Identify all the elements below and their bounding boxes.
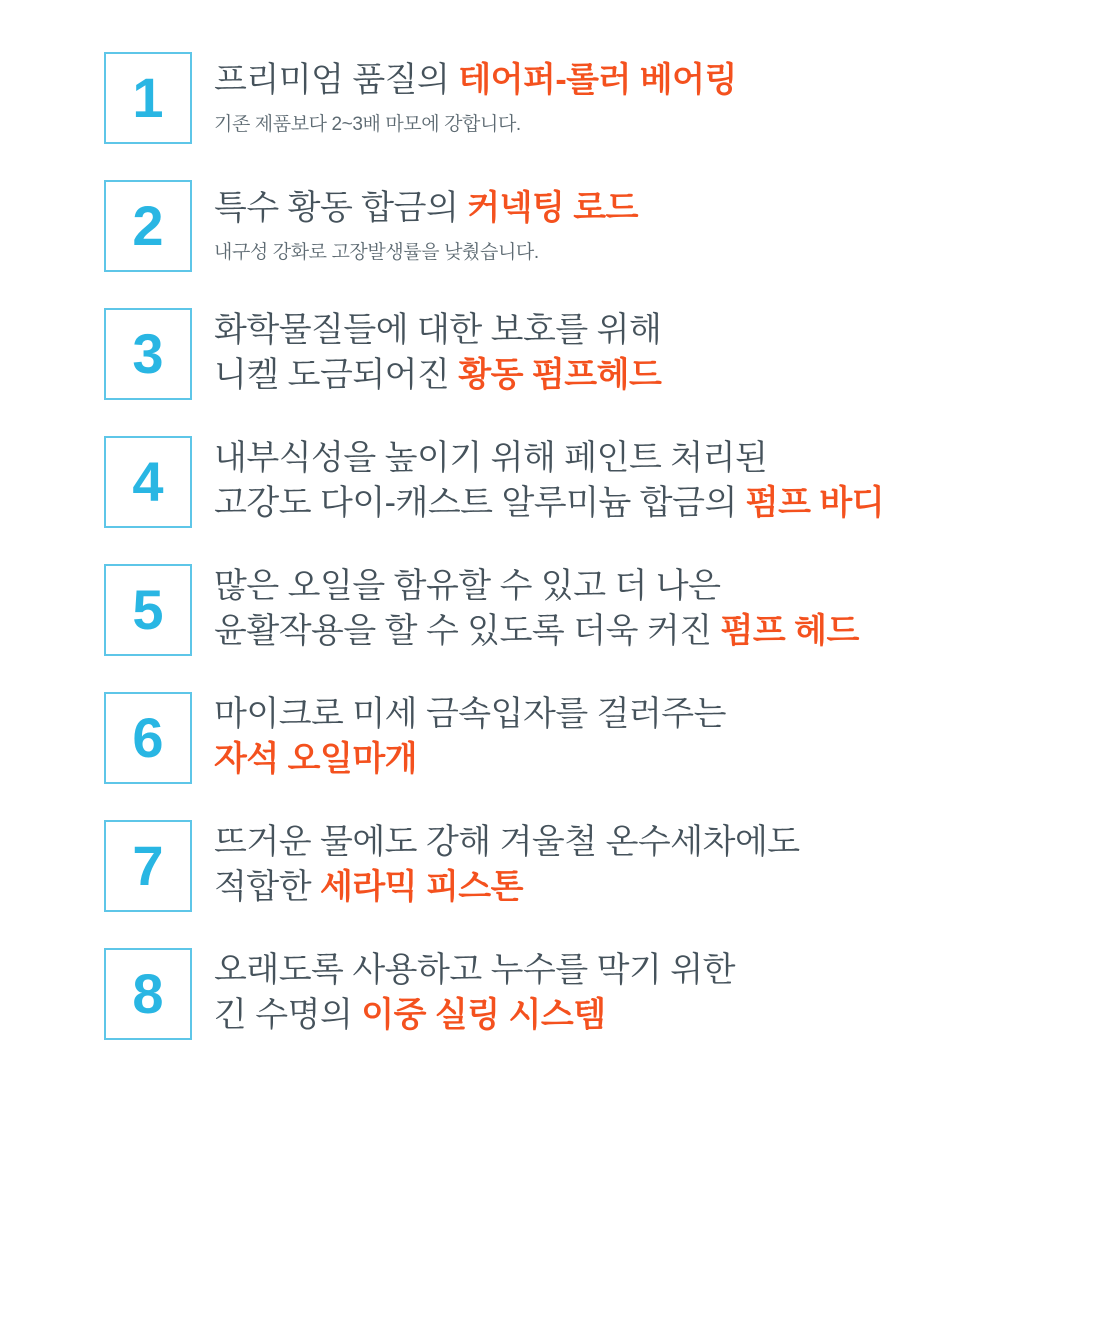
feature-number-box — [104, 436, 192, 528]
feature-row — [0, 692, 1100, 784]
feature-text — [214, 52, 1100, 136]
headline-emphasis: 세라믹 피스톤 — [319, 867, 523, 906]
feature-text — [214, 564, 1100, 654]
feature-row — [0, 308, 1100, 400]
feature-text — [214, 692, 1100, 782]
feature-number: 2 — [132, 194, 164, 257]
feature-headline-line — [214, 609, 1100, 654]
headline-emphasis: 펌프 헤드 — [720, 611, 859, 650]
feature-headline-line — [214, 948, 1100, 993]
headline-emphasis: 테어퍼-롤러 베어링 — [458, 61, 737, 99]
feature-headline-line — [214, 993, 1100, 1038]
feature-number: 8 — [132, 962, 164, 1025]
feature-number: 3 — [132, 322, 164, 385]
feature-number: 6 — [132, 706, 164, 769]
feature-headline-line — [214, 481, 1100, 526]
feature-headline — [214, 186, 1100, 231]
feature-headline — [214, 58, 1100, 103]
feature-subtext: 기존 제품보다 2~3배 마모에 강합니다. — [214, 113, 521, 135]
headline-text: 고강도 다이-캐스트 알루미늄 합금의 — [214, 483, 746, 522]
feature-number-box — [104, 820, 192, 912]
feature-headline-line — [214, 865, 1100, 910]
feature-row — [0, 52, 1100, 144]
headline-text: 내부식성을 높이기 위해 페인트 처리된 — [214, 439, 768, 477]
feature-headline-line — [214, 186, 1100, 231]
feature-number-box — [104, 948, 192, 1040]
headline-emphasis: 커넥팅 로드 — [467, 189, 638, 227]
feature-row — [0, 180, 1100, 272]
feature-number: 5 — [132, 578, 164, 641]
feature-headline — [214, 820, 1100, 910]
headline-text: 뜨거운 물에도 강해 겨울철 온수세차에도 — [214, 823, 800, 861]
headline-text: 화학물질들에 대한 보호를 위해 — [214, 311, 662, 349]
feature-number-box — [104, 52, 192, 144]
feature-headline — [214, 564, 1100, 654]
feature-number: 7 — [132, 834, 164, 897]
feature-headline — [214, 948, 1100, 1038]
feature-number-box — [104, 692, 192, 784]
feature-headline — [214, 308, 1100, 398]
feature-headline-line — [214, 564, 1100, 609]
feature-row — [0, 564, 1100, 656]
headline-emphasis: 황동 펌프헤드 — [458, 355, 662, 394]
headline-emphasis: 자석 오일마개 — [214, 739, 418, 778]
feature-number: 4 — [132, 450, 164, 513]
feature-headline — [214, 692, 1100, 782]
feature-headline-line — [214, 353, 1100, 398]
headline-text: 니켈 도금되어진 — [214, 355, 459, 394]
feature-headline — [214, 436, 1100, 526]
headline-text: 긴 수명의 — [214, 995, 362, 1034]
headline-text: 프리미엄 품질의 — [214, 61, 459, 99]
feature-subtext: 내구성 강화로 고장발생률을 낮췄습니다. — [214, 241, 539, 263]
feature-text — [214, 308, 1100, 398]
feature-headline-line — [214, 58, 1100, 103]
feature-number-box — [104, 180, 192, 272]
headline-text: 윤활작용을 할 수 있도록 더욱 커진 — [214, 611, 721, 650]
headline-text: 마이크로 미세 금속입자를 걸러주는 — [214, 695, 726, 733]
feature-headline-line — [214, 737, 1100, 782]
feature-text — [214, 180, 1100, 264]
headline-text: 많은 오일을 함유할 수 있고 더 나은 — [214, 567, 721, 605]
headline-emphasis: 펌프 바디 — [745, 483, 885, 522]
feature-number-box — [104, 564, 192, 656]
headline-text: 특수 황동 합금의 — [214, 189, 468, 227]
feature-number: 1 — [132, 66, 164, 129]
feature-row — [0, 436, 1100, 528]
headline-text: 적합한 — [214, 867, 320, 906]
headline-text: 오래도록 사용하고 누수를 막기 위한 — [214, 951, 735, 989]
feature-headline-line — [214, 820, 1100, 865]
headline-emphasis: 이중 실링 시스템 — [361, 995, 606, 1034]
feature-headline-line — [214, 436, 1100, 481]
feature-text — [214, 948, 1100, 1038]
feature-text — [214, 820, 1100, 910]
feature-text — [214, 436, 1100, 526]
feature-headline-line — [214, 692, 1100, 737]
feature-number-box — [104, 308, 192, 400]
feature-row — [0, 948, 1100, 1040]
feature-row — [0, 820, 1100, 912]
feature-headline-line — [214, 308, 1100, 353]
